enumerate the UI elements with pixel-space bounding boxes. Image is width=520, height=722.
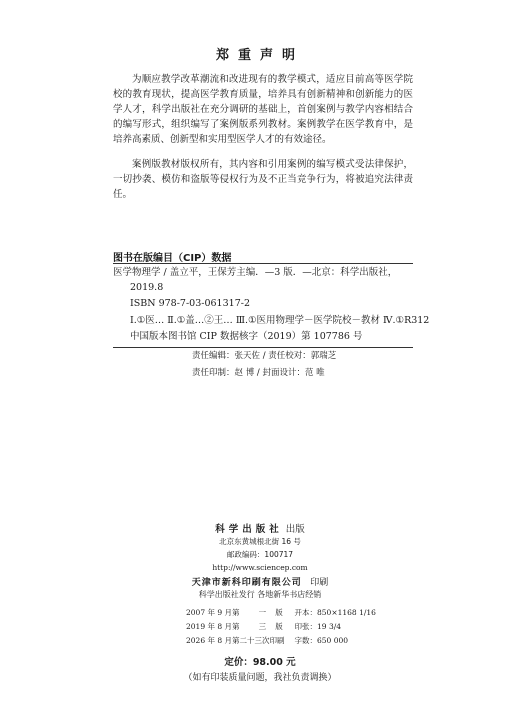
edition-spec: 印张：19 3/4 <box>294 622 342 631</box>
edition-date: 2019 年 8 月第 <box>186 622 240 631</box>
publisher-zip: 邮政编码：100717 <box>226 550 294 559</box>
statement-paragraph-1: 为顺应教学改革潮流和改进现有的教学模式，适应目前高等医学院校的教育现状，提高医学教育质量，培养具有创新精神和创新能力的医学人才，科学出版社在充分调研的基础上，首创案例与教学内容相结合的编写形式，组织编写了案例版系列教材。案例教学在医学教育中，是培养高素质、创新型和实用型医学人才的有效途径。 <box>113 74 413 145</box>
printing-date: 2026 年 8 月第二十三次印刷 <box>186 636 285 645</box>
statement-title: 郑重声明 <box>215 48 304 63</box>
credits-production: 责任印制：赵 博 / 封面设计：范 唯 <box>192 368 325 378</box>
printer-suffix: 印刷 <box>310 578 329 588</box>
cip-title-line: 医学物理学 / 盖立平，王保芳主编．—3 版．—北京：科学出版社， <box>113 267 398 278</box>
cip-record-number: 中国版本图书馆 CIP 数据核字（2019）第 107786 号 <box>130 331 363 342</box>
credits-editors: 责任编辑：张天佐 / 责任校对：郭瑞芝 <box>192 351 337 361</box>
cip-heading: 图书在版编目（CIP）数据 <box>113 253 232 264</box>
publisher-url: http://www.sciencep.com <box>212 563 308 572</box>
edition-number: 三 <box>258 622 267 631</box>
cip-classification: Ⅰ.①医… Ⅱ.①盖…②王… Ⅲ.①医用物理学－医学院校－教材 Ⅳ.①R312 <box>130 315 430 326</box>
cip-top-divider <box>113 263 413 264</box>
price: 定价：98.00 元 <box>224 657 296 668</box>
edition-number: 一 <box>258 608 267 617</box>
quality-note: （如有印装质量问题，我社负责调换） <box>183 673 337 683</box>
edition-date: 2007 年 9 月第 <box>186 608 240 617</box>
publisher-line <box>0 521 520 535</box>
edition-row <box>186 606 382 620</box>
edition-unit: 版 <box>275 622 283 631</box>
edition-table <box>186 606 382 648</box>
edition-spec: 字数：650 000 <box>294 636 349 645</box>
printer-name: 天津市新科印刷有限公司 <box>191 578 302 588</box>
publisher-name: 科学出版社 <box>215 524 283 535</box>
edition-unit: 版 <box>275 608 283 617</box>
edition-row <box>186 634 382 648</box>
edition-spec: 开本：850×1168 1/16 <box>294 608 376 617</box>
publisher-name-suffix: 出版 <box>285 524 305 535</box>
distribution-line: 科学出版社发行 各地新华书店经销 <box>198 590 322 599</box>
printer-line <box>0 575 520 588</box>
cip-year-line: 2019.8 <box>130 282 164 293</box>
edition-row <box>186 620 382 634</box>
publisher-address: 北京东黄城根北街 16 号 <box>219 537 301 546</box>
cip-isbn: ISBN 978-7-03-061317-2 <box>130 298 250 309</box>
statement-paragraph-2: 案例版教材版权所有，其内容和引用案例的编写模式受法律保护，一切抄袭、模仿和盗版等侵权行为及不正当竞争行为，将被追究法律责任。 <box>113 159 413 200</box>
cip-bottom-divider <box>113 347 413 348</box>
